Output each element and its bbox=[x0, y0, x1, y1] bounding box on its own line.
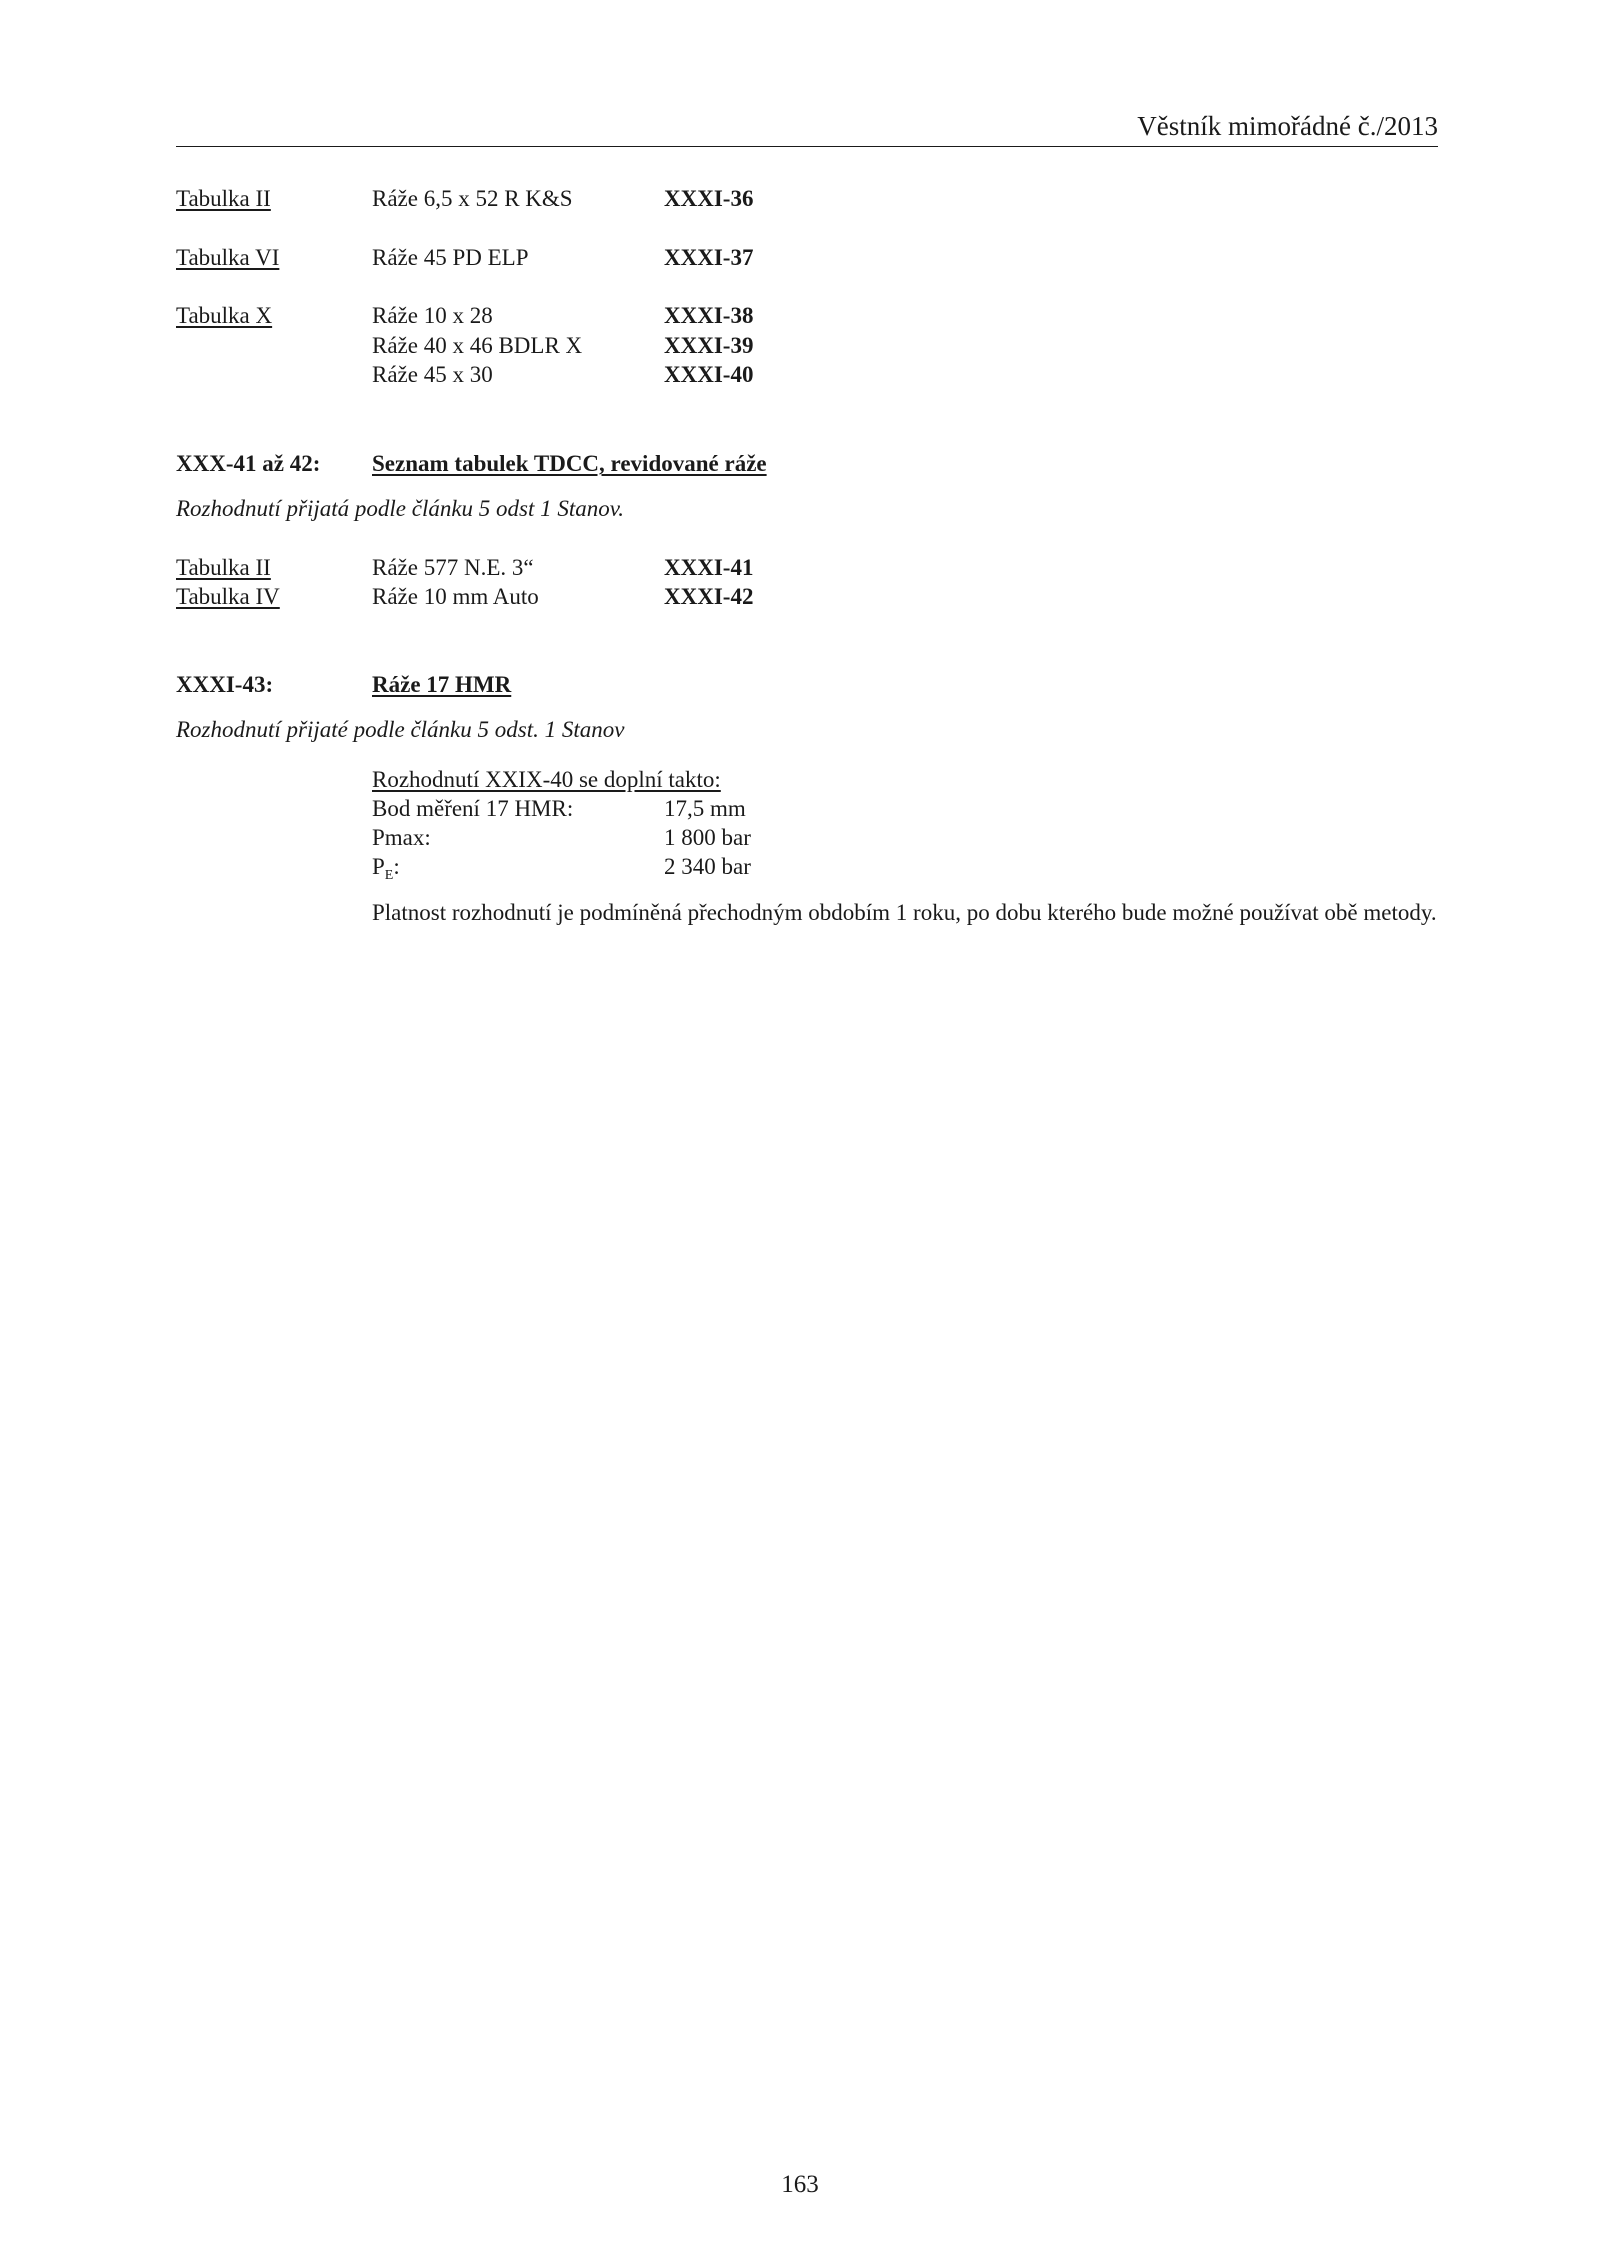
table-name: Tabulka II bbox=[176, 186, 271, 211]
header-divider bbox=[176, 146, 1438, 147]
caliber-name: Ráže 6,5 x 52 R K&S bbox=[372, 186, 573, 211]
section-title: Seznam tabulek TDCC, revidované ráže bbox=[372, 451, 767, 476]
table-name: Tabulka II bbox=[176, 555, 271, 580]
section-heading bbox=[0, 670, 1600, 700]
table-row bbox=[0, 331, 1600, 361]
measurement-row bbox=[0, 794, 1600, 824]
table-name: Tabulka IV bbox=[176, 584, 280, 609]
decision-code: XXXI-38 bbox=[664, 303, 754, 328]
decision-note: Rozhodnutí přijaté podle článku 5 odst. 1 Stanov bbox=[176, 717, 625, 742]
caliber-name: Ráže 45 x 30 bbox=[372, 362, 493, 387]
measurement-label-suffix: : bbox=[393, 854, 400, 879]
table-row bbox=[0, 301, 1600, 331]
amendment-heading-row bbox=[0, 765, 1600, 795]
journal-header-title: Věstník mimořádné č./2013 bbox=[1137, 111, 1438, 141]
decision-code: XXXI-42 bbox=[664, 584, 754, 609]
caliber-name: Ráže 45 PD ELP bbox=[372, 245, 529, 270]
table-name: Tabulka X bbox=[176, 303, 273, 328]
section-number: XXX-41 až 42: bbox=[176, 451, 321, 476]
caliber-name: Ráže 10 x 28 bbox=[372, 303, 493, 328]
page-number: 163 bbox=[781, 2171, 819, 2198]
caliber-name: Ráže 577 N.E. 3“ bbox=[372, 555, 534, 580]
measurement-label-main: P bbox=[372, 854, 385, 879]
section-number: XXXI-43: bbox=[176, 672, 274, 697]
measurement-row bbox=[0, 852, 1600, 882]
validity-paragraph: Platnost rozhodnutí je podmíněná přechodným obdobím 1 roku, po dobu kterého bude možné používat obě metody. bbox=[372, 900, 1437, 925]
table-row bbox=[0, 360, 1600, 390]
measurement-label: Pmax: bbox=[372, 825, 431, 850]
measurement-value: 17,5 mm bbox=[664, 796, 746, 821]
table-row bbox=[0, 582, 1600, 612]
measurement-label-subscript: E bbox=[384, 868, 394, 883]
table-name: Tabulka VI bbox=[176, 245, 280, 270]
measurement-value: 1 800 bar bbox=[664, 825, 751, 850]
measurement-label bbox=[372, 852, 400, 891]
measurement-row bbox=[0, 823, 1600, 853]
decision-note: Rozhodnutí přijatá podle článku 5 odst 1 Stanov. bbox=[176, 496, 625, 521]
measurement-value: 2 340 bar bbox=[664, 854, 751, 879]
table-row bbox=[0, 184, 1600, 214]
table-row bbox=[0, 243, 1600, 273]
section-title: Ráže 17 HMR bbox=[372, 672, 512, 697]
decision-code: XXXI-36 bbox=[664, 186, 754, 211]
section-heading bbox=[0, 449, 1600, 479]
decision-code: XXXI-37 bbox=[664, 245, 754, 270]
table-row bbox=[0, 553, 1600, 583]
caliber-name: Ráže 40 x 46 BDLR X bbox=[372, 333, 583, 358]
measurement-label: Bod měření 17 HMR: bbox=[372, 796, 574, 821]
decision-code: XXXI-41 bbox=[664, 555, 754, 580]
amendment-heading: Rozhodnutí XXIX-40 se doplní takto: bbox=[372, 767, 721, 792]
decision-code: XXXI-40 bbox=[664, 362, 754, 387]
decision-code: XXXI-39 bbox=[664, 333, 754, 358]
caliber-name: Ráže 10 mm Auto bbox=[372, 584, 539, 609]
